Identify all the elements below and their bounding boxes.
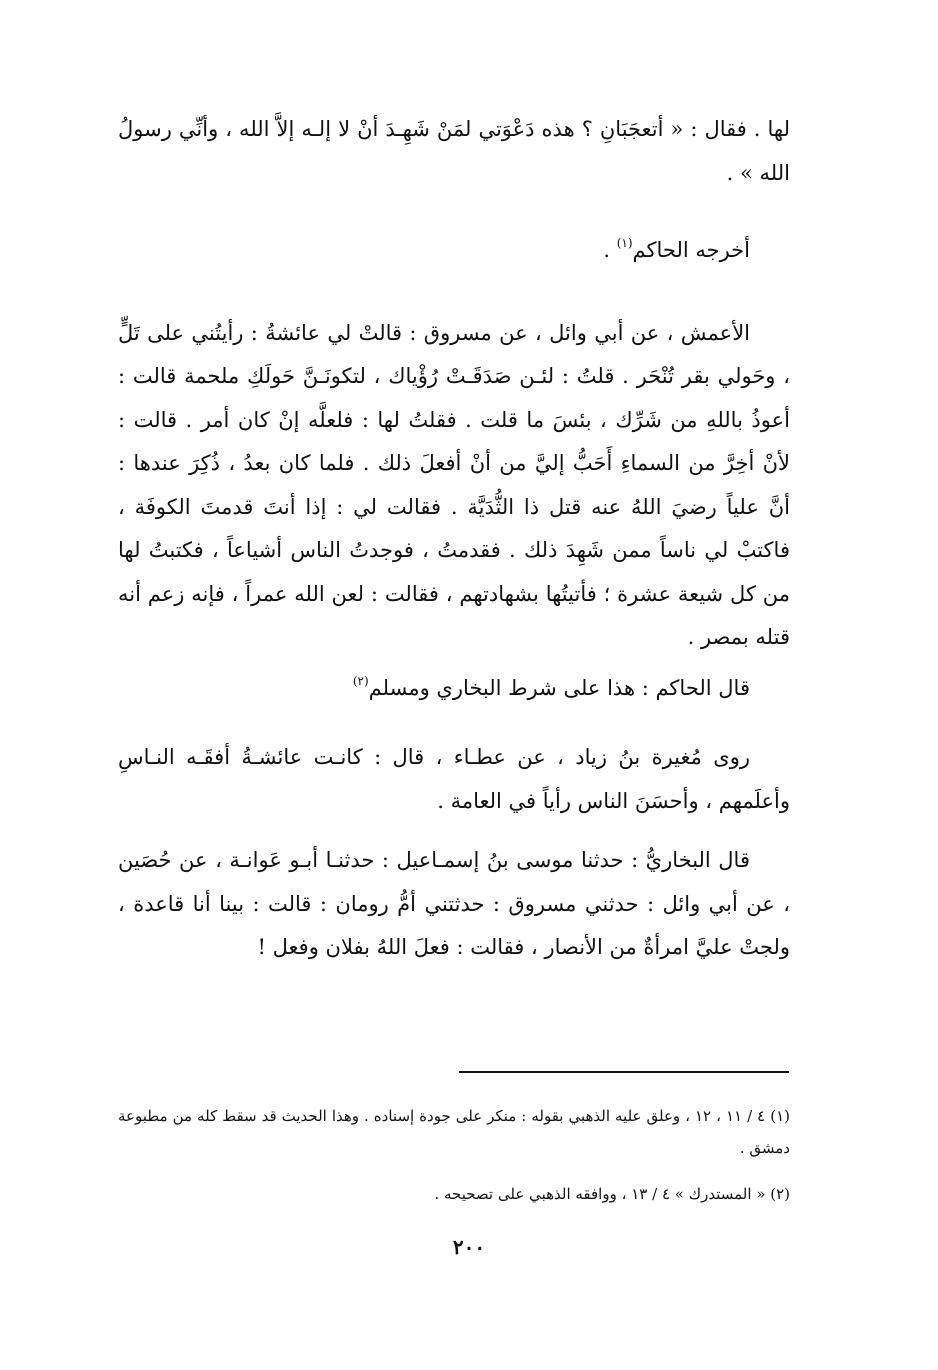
footnote-1: (١) ٤ / ١١ ، ١٢ ، وعلق عليه الذهبي بقوله : منكر على جودة إسناده . وهذا الحديث قد سقط كله من مطبوعة دمشق . <box>118 1107 790 1157</box>
paragraph-bukhari-narration: قال البخاريُّ : حدثنا موسى بنُ إسمـاعيل : حدثنـا أبـو عَوانـة ، عن حُصَين ، عن أبي وائل : حدثني مسروق : حدثتني أمُّ رومان : قالت : بينا أنا قاعدة ، ولجتْ عليَّ امرأةٌ من الأنصار ، فقالت : فعلَ اللهُ بفلان وفعل ! <box>118 848 790 959</box>
footnotes <box>118 1100 790 1210</box>
footnote-2: (٢) « المستدرك » ٤ / ١٣ ، ووافقه الذهبي على تصحيحه . <box>434 1185 790 1203</box>
paragraph-mughira-narration: روى مُغيرة بنُ زياد ، عن عطـاء ، قال : كانـت عائشـةُ أفقَـه النـاسِ وأعلَمهم ، وأحسَنَ الناس رأياً في العامة . <box>118 745 790 813</box>
paragraph-hadith-ending: لها . فقال : « أتعجَبَانِ ؟ هذه دَعْوَتي لمَنْ شَهِـدَ أنْ لا إلـه إلاَّ الله ، وأنِّي رسولُ الله » . <box>118 117 790 185</box>
footnote-ref-1: (١) <box>616 236 633 250</box>
source-text: أخرجه الحاكم <box>632 238 750 262</box>
paragraph-amash-narration: الأعمش ، عن أبي وائل ، عن مسروق : قالتْ لي عائشةُ : رأيتُني على تَلٍّ ، وحَولي بقر تُنْحَر . قلتُ : لئـن صَدَقَـتْ رُؤْياك ، لتكونَـنَّ حَولَكِ ملحمة قالت : أعوذُ باللهِ من شَرِّك ، بئسَ ما قلت . فقلتُ لها : فلعلَّه إنْ كان أمر . قالت : لأنْ أخِرَّ من السماءِ أَحَبُّ إليَّ من أنْ أفعلَ ذلك . فلما كان بعدُ ، ذُكِرَ عندها : أنَّ علياً رضيَ اللهُ عنه قتل ذا الثُّدَيَّة . فقالت لي : إذا أنتَ قدمتَ الكوفَة ، فاكتبْ لي ناساً ممن شَهِدَ ذلك . فقدمتُ ، فوجدتُ الناس أشياعاً ، فكتبتُ لها من كل شيعة عشرة ؛ فأتيتُها بشهادتهم ، فقالت : لعن الله عمراً ، فإنه زعم أنه قتله بمصر . <box>118 320 790 649</box>
footnote-ref-2: (٢) <box>352 673 369 688</box>
page-number: ٢٠٠ <box>452 1235 486 1259</box>
paragraph-hakim-grading <box>118 667 790 711</box>
source-end: . <box>603 238 617 262</box>
grading-text: قال الحاكم : هذا على شرط البخاري ومسلم <box>368 675 750 700</box>
paragraph-source-hakim <box>118 229 790 273</box>
footnote-separator <box>459 1071 789 1073</box>
page-body <box>118 108 790 970</box>
